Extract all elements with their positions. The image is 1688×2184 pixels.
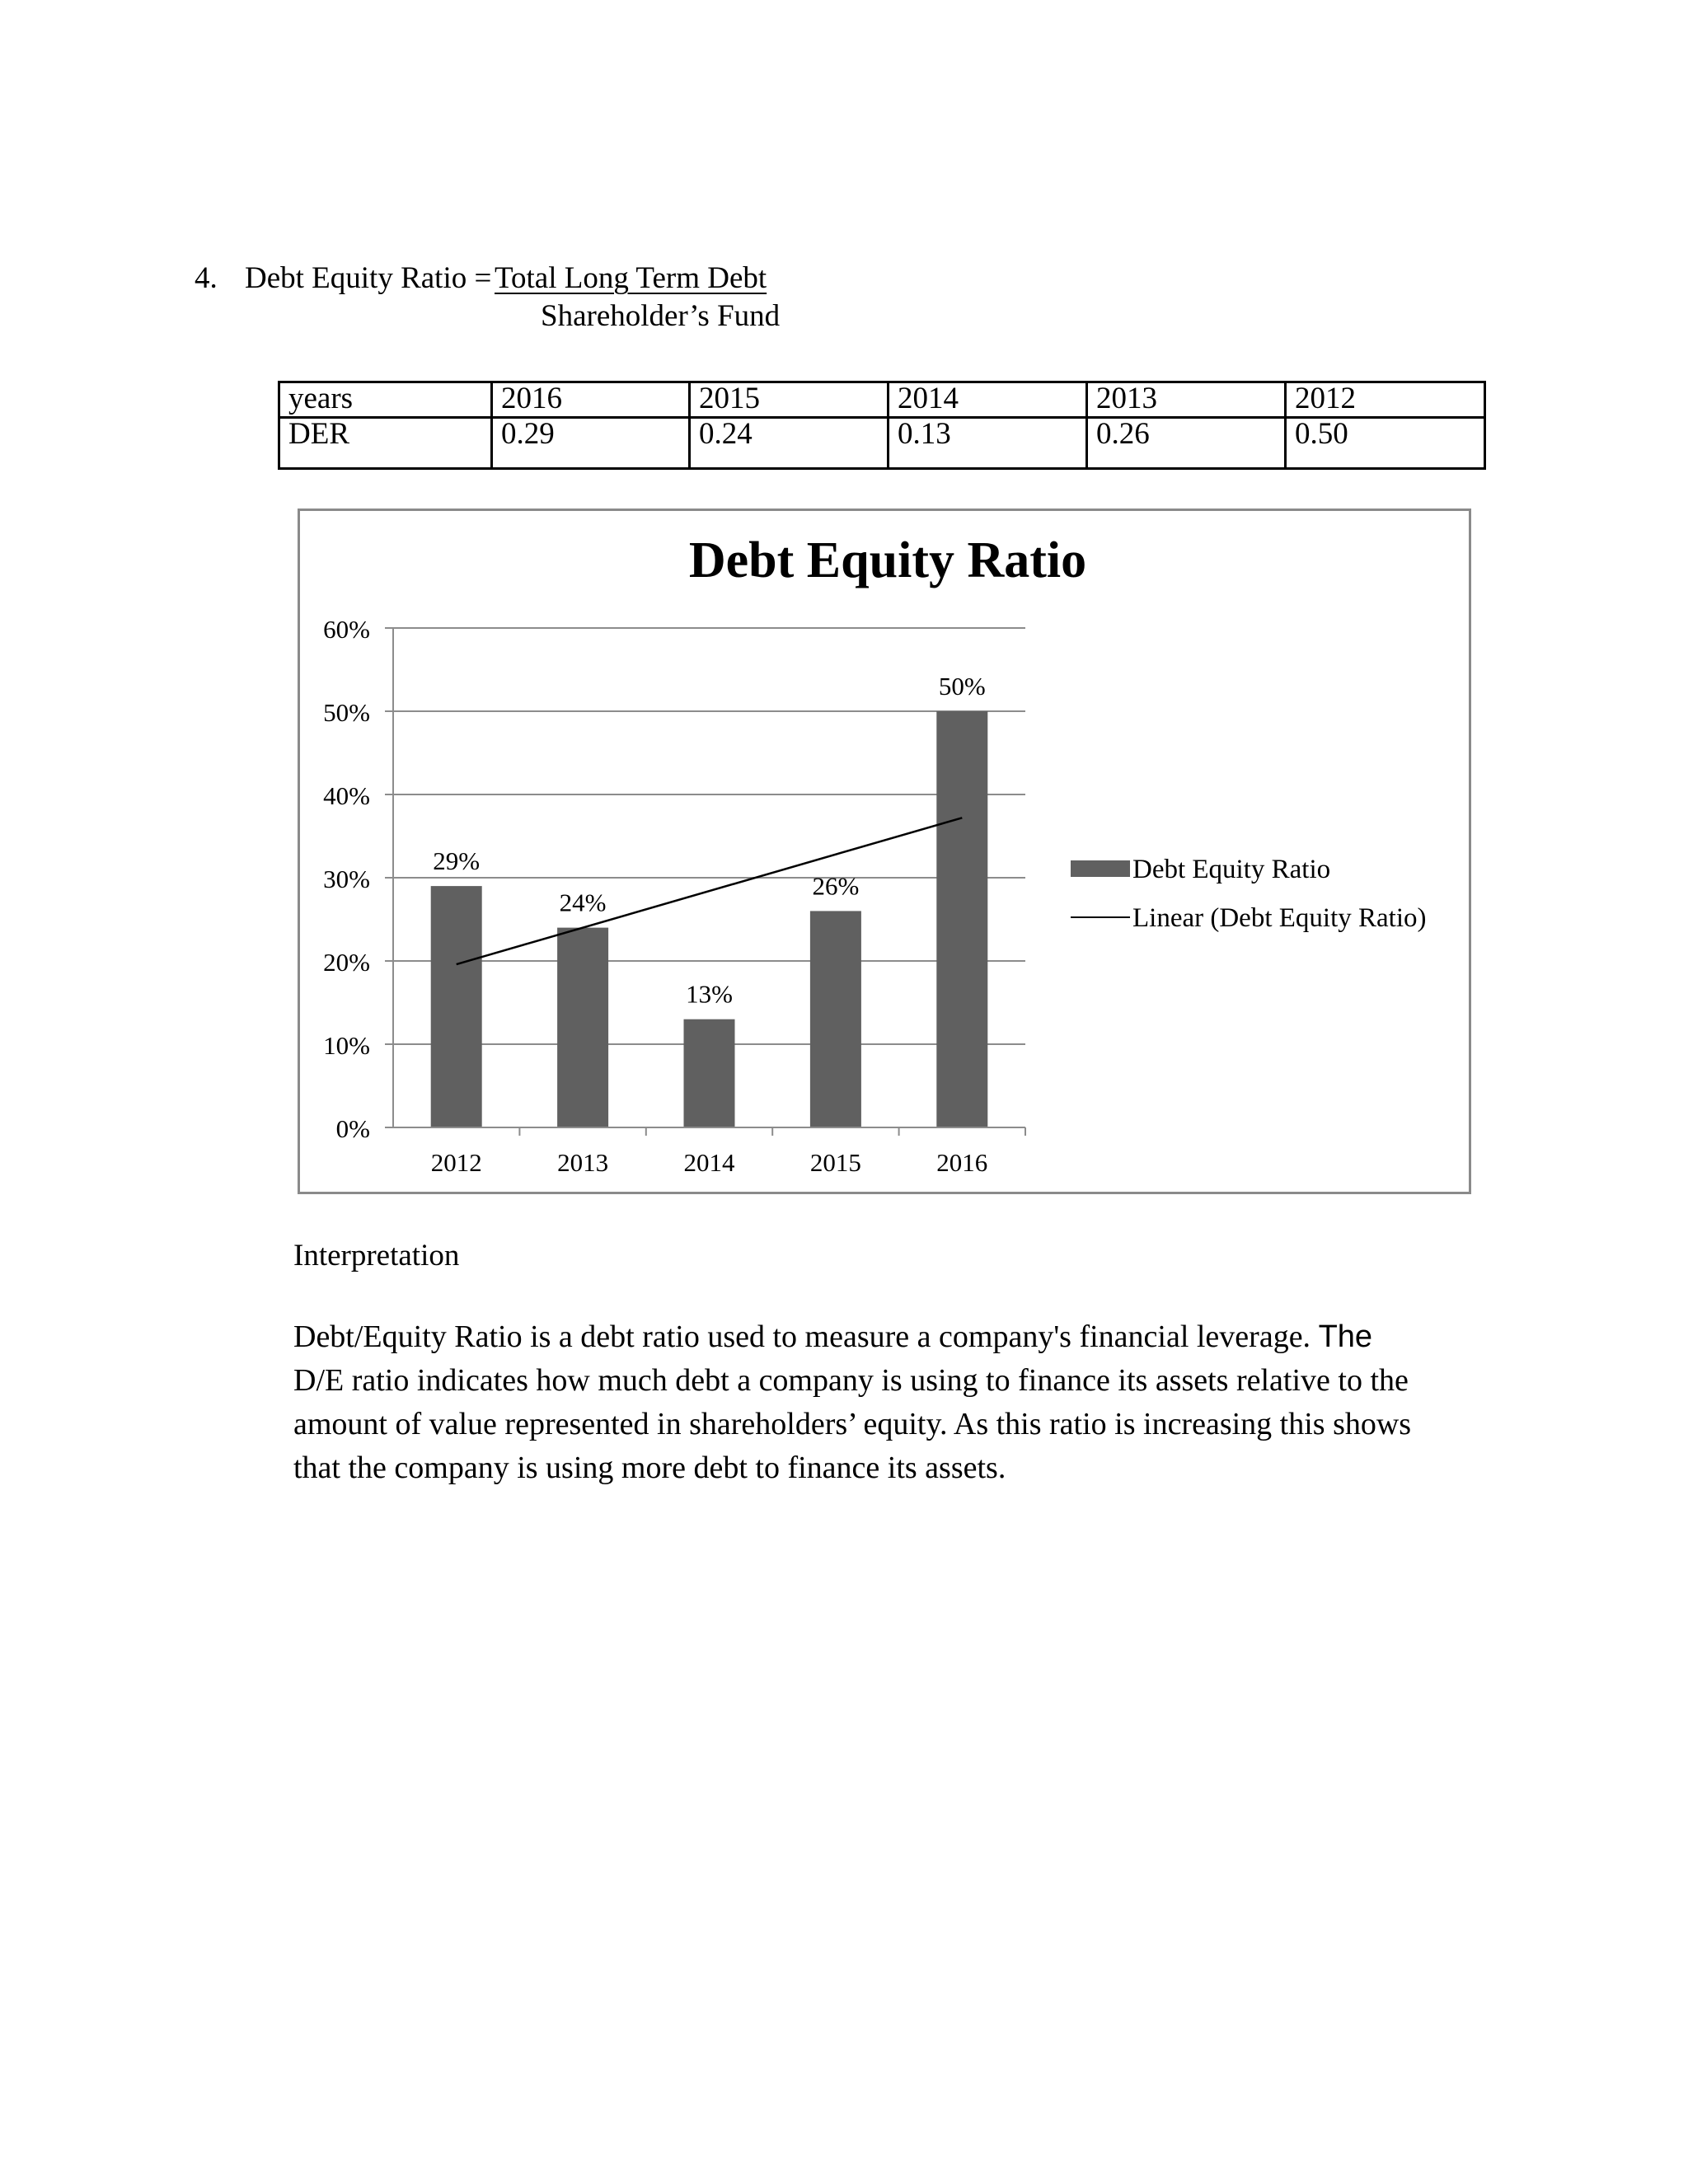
- chart-frame: [298, 509, 1471, 1194]
- paragraph-line: that the company is using more debt to finance its assets.: [293, 1451, 1006, 1485]
- table-cell: 2016: [492, 382, 690, 418]
- x-tick-label: 2013: [557, 1148, 609, 1177]
- table-cell: 0.24: [690, 418, 889, 469]
- formula-numerator: Total Long Term Debt: [495, 261, 767, 295]
- y-tick-label: 10%: [323, 1031, 370, 1060]
- legend-label: Debt Equity Ratio: [1132, 855, 1331, 884]
- table-cell: 0.13: [889, 418, 1087, 469]
- table-cell: 2014: [889, 382, 1087, 418]
- table-cell: 0.29: [492, 418, 690, 469]
- paragraph-line-tail: The: [1318, 1319, 1373, 1354]
- legend-label: Linear (Debt Equity Ratio): [1132, 903, 1427, 933]
- table-row: [279, 418, 1485, 469]
- data-label: 26%: [812, 871, 860, 901]
- x-tick-label: 2015: [809, 1148, 861, 1177]
- paragraph-line: amount of value represented in shareholders’ equity. As this ratio is increasing this shows: [293, 1407, 1412, 1441]
- data-label: 13%: [686, 979, 733, 1009]
- table-cell: 0.26: [1087, 418, 1286, 469]
- der-table: [278, 381, 1486, 470]
- debt-equity-chart: [300, 511, 1469, 1192]
- y-tick-label: 40%: [323, 781, 370, 810]
- bar: [936, 711, 987, 1127]
- trendline: [457, 818, 963, 964]
- y-tick-label: 60%: [323, 615, 370, 644]
- paragraph-line-text: Debt/Equity Ratio is a debt ratio used to measure a company's financial leverage.: [293, 1319, 1319, 1354]
- x-tick-label: 2014: [683, 1148, 735, 1177]
- bar: [684, 1019, 735, 1127]
- paragraph-line: D/E ratio indicates how much debt a company is using to finance its assets relative to the: [293, 1363, 1409, 1398]
- formula-denominator: Shareholder’s Fund: [541, 299, 781, 333]
- table-row: [279, 382, 1485, 418]
- y-tick-label: 20%: [323, 948, 370, 977]
- chart-title: Debt Equity Ratio: [688, 532, 1087, 588]
- x-tick-label: 2016: [936, 1148, 988, 1177]
- data-label: 50%: [938, 672, 986, 701]
- y-tick-label: 0%: [335, 1114, 370, 1143]
- y-tick-label: 50%: [323, 698, 370, 727]
- table-cell: years: [279, 382, 492, 418]
- table-cell: 2013: [1087, 382, 1286, 418]
- data-label: 29%: [433, 846, 481, 876]
- table-cell: 0.50: [1286, 418, 1485, 469]
- section-number: 4.: [195, 261, 218, 295]
- bar: [557, 928, 608, 1127]
- interpretation-heading: Interpretation: [293, 1239, 460, 1272]
- y-tick-label: 30%: [323, 865, 370, 893]
- bar: [810, 911, 861, 1127]
- data-label: 24%: [559, 888, 607, 917]
- interpretation-paragraph: [293, 1315, 1411, 1490]
- table-cell: DER: [279, 418, 492, 469]
- x-tick-label: 2012: [430, 1148, 482, 1177]
- formula-label: Debt Equity Ratio =: [245, 261, 492, 295]
- table-cell: 2015: [690, 382, 889, 418]
- table-cell: 2012: [1286, 382, 1485, 418]
- legend-swatch: [1071, 860, 1130, 877]
- paragraph-line: [293, 1315, 1411, 1359]
- bar: [431, 886, 482, 1127]
